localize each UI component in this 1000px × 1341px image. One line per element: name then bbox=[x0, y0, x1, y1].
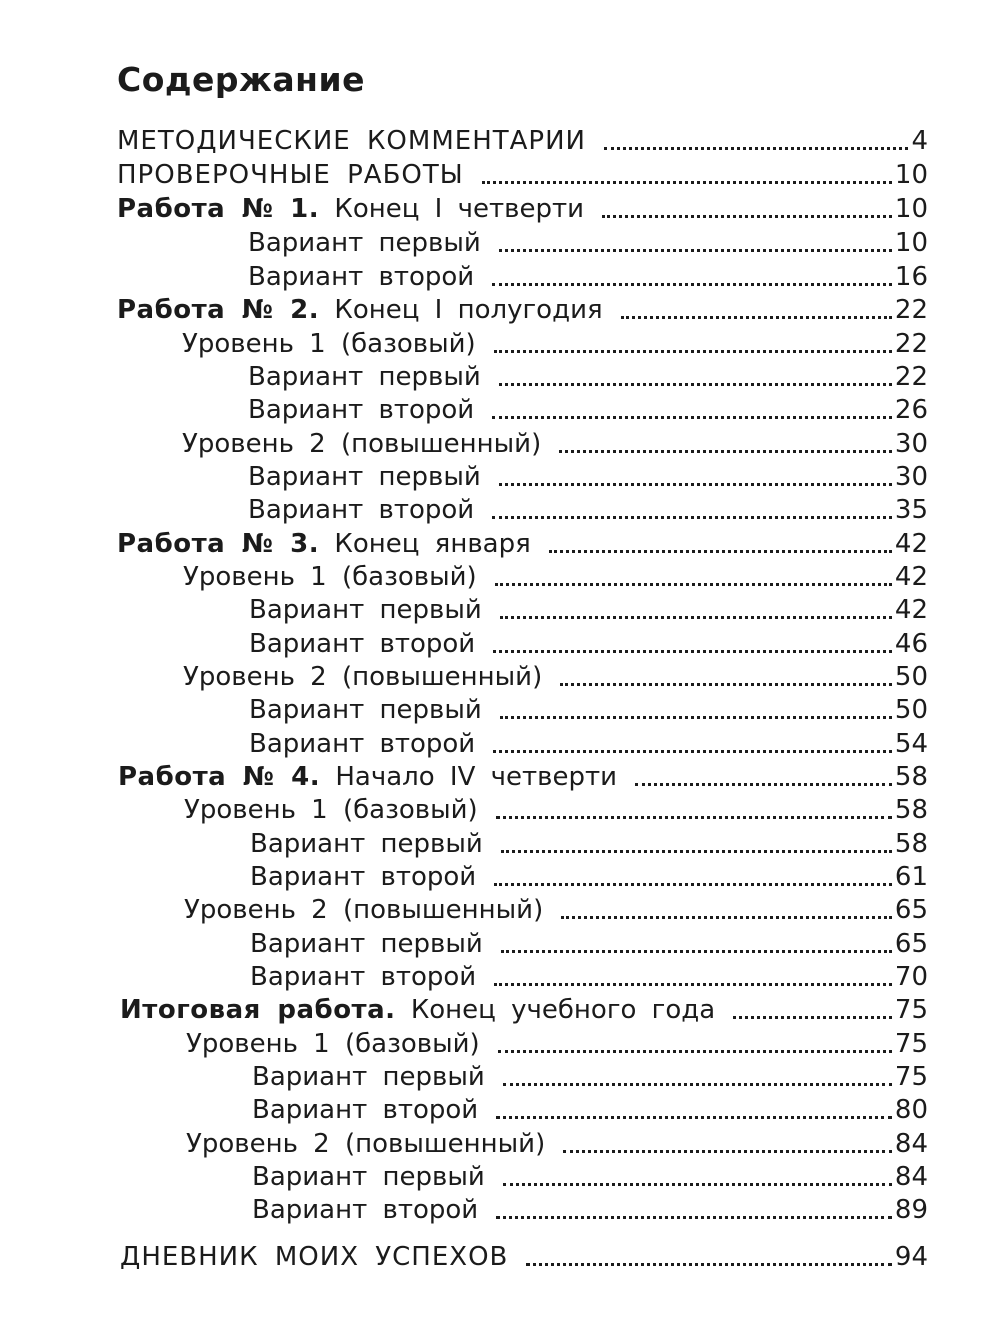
toc-page-number: 10 bbox=[894, 160, 928, 190]
toc-entry[interactable] bbox=[120, 991, 928, 1025]
toc-entry[interactable] bbox=[248, 258, 928, 292]
toc-page-number: 65 bbox=[894, 929, 928, 959]
toc-page-number: 42 bbox=[894, 595, 928, 625]
toc-entry[interactable] bbox=[117, 122, 928, 156]
dot-leader bbox=[492, 283, 892, 286]
toc-entry-title bbox=[117, 194, 584, 224]
toc-entry[interactable] bbox=[252, 1158, 928, 1192]
toc-page-number: 35 bbox=[894, 495, 928, 525]
toc-page-number: 84 bbox=[894, 1129, 928, 1159]
toc-page-number: 65 bbox=[894, 895, 928, 925]
toc-entry-title: Вариант второй bbox=[249, 629, 476, 659]
toc-entry[interactable] bbox=[117, 291, 928, 325]
dot-leader bbox=[499, 383, 892, 386]
toc-entry-title bbox=[117, 529, 531, 559]
toc-page-number: 10 bbox=[894, 228, 928, 258]
toc-entry-subtitle: Конец I полугодия bbox=[334, 295, 603, 325]
dot-leader bbox=[559, 450, 892, 453]
toc-entry-title: Уровень 2 (повышенный) bbox=[186, 1129, 546, 1159]
dot-leader bbox=[500, 616, 892, 619]
toc-entry-title: Уровень 1 (базовый) bbox=[182, 329, 476, 359]
toc-entry-title bbox=[118, 762, 617, 792]
dot-leader bbox=[503, 1183, 892, 1186]
toc-entry-title: Вариант второй bbox=[249, 729, 476, 759]
toc-entry[interactable] bbox=[117, 156, 928, 190]
toc-entry-title: Вариант первый bbox=[252, 1062, 485, 1092]
dot-leader bbox=[494, 350, 892, 353]
toc-page-number: 70 bbox=[894, 962, 928, 992]
toc-entry[interactable] bbox=[252, 1058, 928, 1092]
toc-entry-title: Вариант первый bbox=[252, 1162, 485, 1192]
toc-page-number: 58 bbox=[894, 829, 928, 859]
dot-leader bbox=[493, 750, 892, 753]
toc-page-number: 54 bbox=[894, 729, 928, 759]
toc-page-number: 22 bbox=[894, 295, 928, 325]
toc-entry-title: Вариант первый bbox=[248, 362, 481, 392]
toc-entry-title: Вариант второй bbox=[248, 495, 475, 525]
toc-entry[interactable] bbox=[186, 1125, 928, 1159]
toc-entry-title: МЕТОДИЧЕСКИЕ КОММЕНТАРИИ bbox=[117, 126, 586, 156]
page-title: Содержание bbox=[117, 60, 365, 99]
dot-leader bbox=[621, 316, 892, 319]
toc-page-number: 89 bbox=[894, 1195, 928, 1225]
toc-entry[interactable] bbox=[252, 1091, 928, 1125]
toc-entry[interactable] bbox=[120, 1238, 928, 1272]
toc-page-number: 75 bbox=[894, 1029, 928, 1059]
toc-entry-subtitle: Начало IV четверти bbox=[335, 762, 618, 792]
dot-leader bbox=[496, 1216, 892, 1219]
toc-entry-title bbox=[120, 995, 715, 1025]
toc-entry-title bbox=[117, 295, 603, 325]
toc-entry[interactable] bbox=[182, 425, 928, 459]
toc-page-number: 16 bbox=[894, 262, 928, 292]
toc-page-number: 42 bbox=[894, 529, 928, 559]
toc-page-number: 75 bbox=[894, 995, 928, 1025]
toc-entry[interactable] bbox=[184, 791, 928, 825]
toc-entry-title: Вариант второй bbox=[252, 1195, 479, 1225]
toc-entry-title: Вариант первый bbox=[250, 929, 483, 959]
toc-entry[interactable] bbox=[248, 391, 928, 425]
toc-entry-heading: Работа № 3. bbox=[117, 529, 320, 559]
toc-entry-title: Вариант второй bbox=[250, 862, 477, 892]
toc-entry-title: Уровень 2 (повышенный) bbox=[184, 895, 544, 925]
toc-entry-title: ПРОВЕРОЧНЫЕ РАБОТЫ bbox=[117, 160, 464, 190]
toc-entry[interactable] bbox=[183, 558, 928, 592]
toc-page-number: 30 bbox=[894, 429, 928, 459]
toc-entry-title: Вариант второй bbox=[248, 262, 475, 292]
toc-entry-heading: Работа № 4. bbox=[118, 762, 321, 792]
dot-leader bbox=[500, 716, 892, 719]
toc-entry-heading: Работа № 2. bbox=[117, 295, 320, 325]
dot-leader bbox=[560, 683, 892, 686]
toc-entry[interactable] bbox=[250, 825, 928, 859]
toc-page-number: 84 bbox=[894, 1162, 928, 1192]
toc-entry[interactable] bbox=[117, 190, 928, 224]
toc-page-number: 80 bbox=[894, 1095, 928, 1125]
toc-page-number: 50 bbox=[894, 662, 928, 692]
dot-leader bbox=[604, 147, 908, 150]
dot-leader bbox=[503, 1083, 892, 1086]
dot-leader bbox=[635, 783, 892, 786]
toc-entry-title: Уровень 1 (базовый) bbox=[184, 795, 478, 825]
dot-leader bbox=[549, 550, 892, 553]
toc-entry[interactable] bbox=[183, 658, 928, 692]
toc-entry[interactable] bbox=[252, 1191, 928, 1225]
toc-page-number: 46 bbox=[894, 629, 928, 659]
dot-leader bbox=[492, 416, 892, 419]
toc-page-number: 22 bbox=[894, 362, 928, 392]
dot-leader bbox=[501, 950, 892, 953]
dot-leader bbox=[526, 1263, 892, 1266]
toc-entry[interactable] bbox=[117, 525, 928, 559]
dot-leader bbox=[494, 983, 892, 986]
dot-leader bbox=[501, 850, 892, 853]
dot-leader bbox=[561, 916, 892, 919]
toc-entry-title: Уровень 1 (базовый) bbox=[186, 1029, 480, 1059]
toc-entry[interactable] bbox=[248, 224, 928, 258]
toc-entry[interactable] bbox=[184, 891, 928, 925]
dot-leader bbox=[498, 1050, 892, 1053]
toc-entry-title: Вариант первый bbox=[248, 462, 481, 492]
toc-entry-subtitle: Конец учебного года bbox=[410, 995, 716, 1025]
toc-entry-title: Вариант первый bbox=[248, 228, 481, 258]
toc-entry-title: Вариант второй bbox=[250, 962, 477, 992]
toc-entry[interactable] bbox=[248, 458, 928, 492]
toc-page-number: 10 bbox=[894, 194, 928, 224]
toc-page-number: 50 bbox=[894, 695, 928, 725]
toc-entry[interactable] bbox=[249, 591, 928, 625]
toc-page-number: 26 bbox=[894, 395, 928, 425]
toc-page-number: 22 bbox=[894, 329, 928, 359]
toc-entry-title: Вариант первый bbox=[249, 695, 482, 725]
toc-entry-title: Уровень 2 (повышенный) bbox=[183, 662, 543, 692]
toc-entry-title: Вариант второй bbox=[252, 1095, 479, 1125]
toc-page-number: 58 bbox=[894, 762, 928, 792]
toc-entry-title: Вариант второй bbox=[248, 395, 475, 425]
toc-entry-title: Вариант первый bbox=[249, 595, 482, 625]
dot-leader bbox=[496, 1116, 892, 1119]
toc-entry-title: Уровень 2 (повышенный) bbox=[182, 429, 542, 459]
dot-leader bbox=[492, 516, 892, 519]
dot-leader bbox=[496, 816, 892, 819]
dot-leader bbox=[563, 1150, 892, 1153]
dot-leader bbox=[493, 650, 892, 653]
dot-leader bbox=[499, 483, 892, 486]
toc-entry[interactable] bbox=[182, 325, 928, 359]
toc-entry[interactable] bbox=[250, 925, 928, 959]
toc-entry-heading: Работа № 1. bbox=[117, 194, 320, 224]
dot-leader bbox=[495, 583, 892, 586]
toc-page-number: 58 bbox=[894, 795, 928, 825]
toc-entry[interactable] bbox=[118, 758, 928, 792]
toc-entry-subtitle: Конец января bbox=[334, 529, 531, 559]
toc-page-number: 4 bbox=[911, 126, 928, 156]
toc-entry[interactable] bbox=[248, 491, 928, 525]
toc-entry-title: Вариант первый bbox=[250, 829, 483, 859]
toc-entry-heading: Итоговая работа. bbox=[120, 995, 396, 1025]
toc-page-number: 30 bbox=[894, 462, 928, 492]
toc-entry[interactable] bbox=[249, 725, 928, 759]
dot-leader bbox=[499, 249, 892, 252]
toc-entry[interactable] bbox=[250, 858, 928, 892]
dot-leader bbox=[733, 1016, 892, 1019]
dot-leader bbox=[602, 215, 892, 218]
dot-leader bbox=[482, 181, 892, 184]
toc-entry-title: ДНЕВНИК МОИХ УСПЕХОВ bbox=[120, 1242, 509, 1272]
toc-entry[interactable] bbox=[249, 691, 928, 725]
toc-entry[interactable] bbox=[249, 625, 928, 659]
toc-page-number: 61 bbox=[894, 862, 928, 892]
toc-entry[interactable] bbox=[250, 958, 928, 992]
toc-entry-subtitle: Конец I четверти bbox=[334, 194, 584, 224]
toc-page-number: 94 bbox=[894, 1242, 928, 1272]
toc-page-number: 75 bbox=[894, 1062, 928, 1092]
toc-entry-title: Уровень 1 (базовый) bbox=[183, 562, 477, 592]
toc-entry[interactable] bbox=[186, 1025, 928, 1059]
toc-page-number: 42 bbox=[894, 562, 928, 592]
toc-entry[interactable] bbox=[248, 358, 928, 392]
dot-leader bbox=[494, 883, 892, 886]
